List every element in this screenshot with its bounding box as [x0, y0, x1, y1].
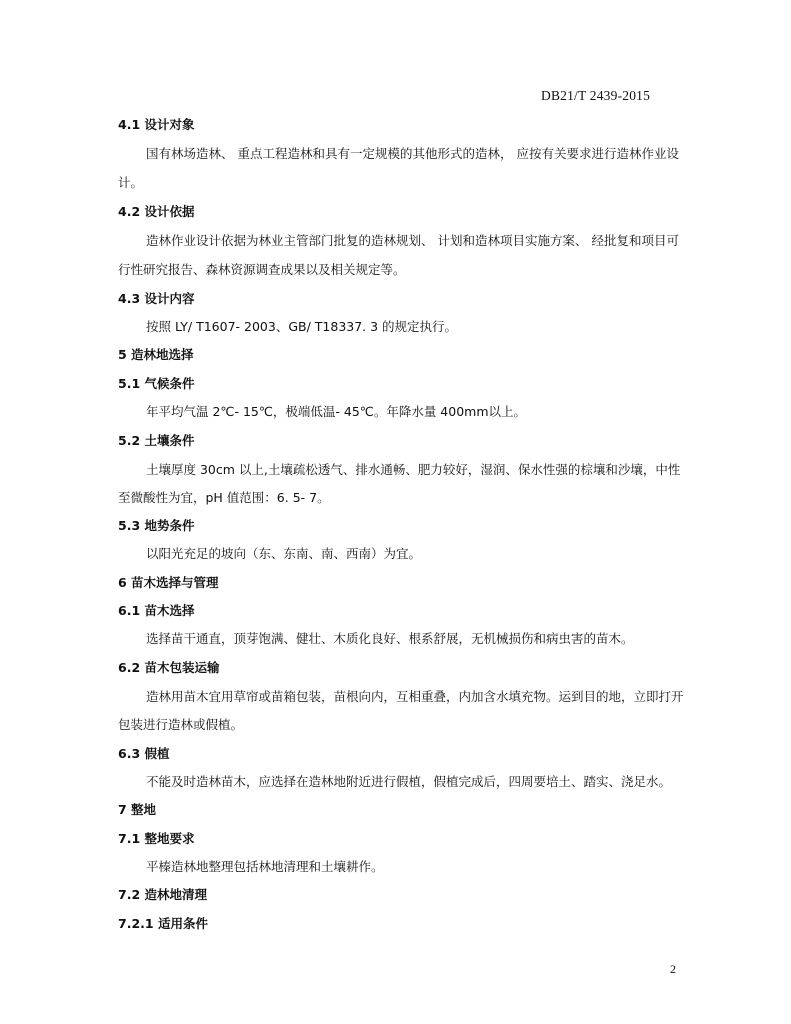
section-7-1-heading: 7.1 整地要求 [118, 831, 195, 846]
section-6-1-heading: 6.1 苗木选择 [118, 603, 195, 618]
section-5-2-heading: 5.2 土壤条件 [118, 433, 195, 448]
section-7-1-paragraph: 平榛造林地整理包括林地清理和土壤耕作。 [146, 859, 384, 874]
section-5-1-heading: 5.1 气候条件 [118, 376, 195, 391]
page-number: 2 [670, 962, 676, 976]
section-5-heading: 5 造林地选择 [118, 347, 194, 362]
section-5-1-paragraph: 年平均气温 2℃- 15℃，极端低温- 45℃。年降水量 400mm以上。 [146, 404, 527, 419]
section-4-2-paragraph-cont: 行性研究报告、森林资源调查成果以及相关规定等。 [118, 262, 406, 277]
section-4-1-paragraph-cont: 计。 [118, 175, 144, 190]
section-6-2-paragraph-cont: 包装进行造林或假植。 [118, 717, 244, 732]
section-4-3-paragraph: 按照 LY/ T1607- 2003、GB/ T18337. 3 的规定执行。 [146, 319, 458, 334]
section-7-2-1-heading: 7.2.1 适用条件 [118, 916, 208, 931]
section-7-2-heading: 7.2 造林地清理 [118, 887, 207, 902]
section-6-3-heading: 6.3 假植 [118, 746, 170, 761]
section-4-1-paragraph: 国有林场造林、 重点工程造林和具有一定规模的其他形式的造林， 应按有关要求进行造林作业设 [146, 146, 679, 161]
section-7-heading: 7 整地 [118, 802, 157, 817]
section-4-2-heading: 4.2 设计依据 [118, 204, 195, 219]
section-4-3-heading: 4.3 设计内容 [118, 291, 195, 306]
section-5-2-paragraph: 土壤厚度 30cm 以上,土壤疏松透气、排水通畅、肥力较好，湿润、保水性强的棕壤和沙壤，中性 [146, 462, 681, 477]
section-5-3-paragraph: 以阳光充足的坡向（东、东南、南、西南）为宜。 [146, 546, 422, 561]
section-6-2-paragraph: 造林用苗木宜用草帘或苗箱包装，苗根向内，互相重叠，内加含水填充物。运到目的地，立即打开 [146, 689, 684, 704]
section-4-1-heading: 4.1 设计对象 [118, 117, 195, 132]
section-4-2-paragraph: 造林作业设计依据为林业主管部门批复的造林规划、 计划和造林项目实施方案、 经批复和项目可 [146, 233, 679, 248]
document-code: DB21/T 2439-2015 [541, 88, 651, 103]
section-5-2-paragraph-cont: 至微酸性为宜，pH 值范围：6. 5- 7。 [118, 490, 330, 505]
section-6-2-heading: 6.2 苗木包装运输 [118, 660, 220, 675]
section-6-3-paragraph: 不能及时造林苗木，应选择在造林地附近进行假植，假植完成后，四周要培土、踏实、浇足水。 [146, 774, 672, 789]
section-6-heading: 6 苗木选择与管理 [118, 575, 219, 590]
section-5-3-heading: 5.3 地势条件 [118, 518, 195, 533]
section-6-1-paragraph: 选择苗干通直，顶芽饱满、健壮、木质化良好、根系舒展，无机械损伤和病虫害的苗木。 [146, 631, 634, 646]
